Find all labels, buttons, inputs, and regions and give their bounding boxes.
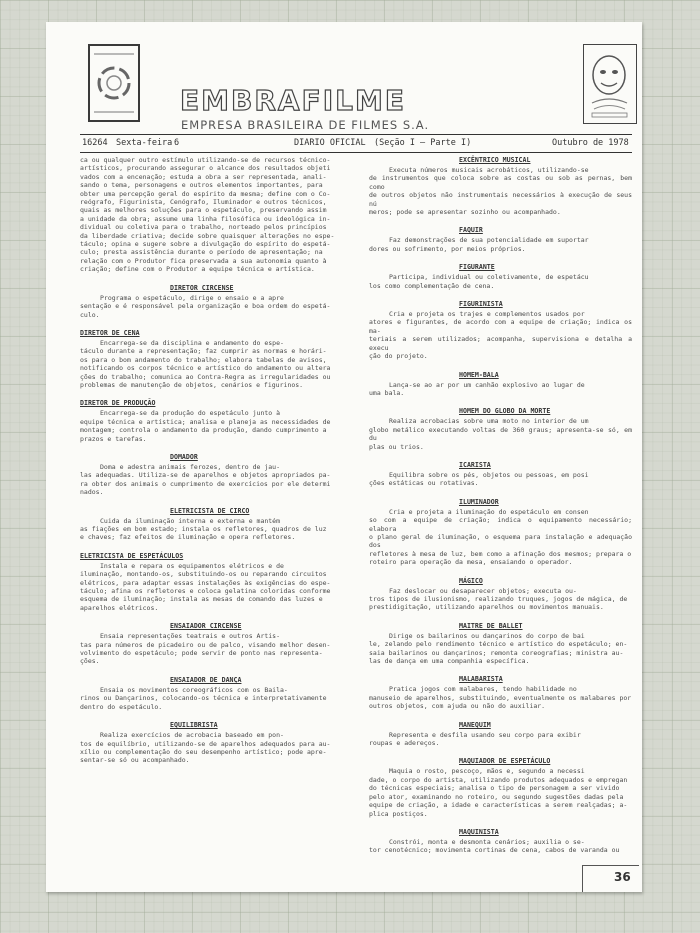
film-reel-icon [90, 46, 138, 120]
section-malabarista [369, 675, 632, 710]
section-iluminador [369, 498, 632, 567]
issue-number: 16264 [82, 138, 108, 148]
page-number: 36 [614, 870, 631, 884]
section-text: Constrói, monta e desmonta cenários; auxilia o se- tor cenotécnico; movimenta cortinas de cena, cabos de varanda ou [369, 837, 620, 855]
section-title: MALABARISTA [459, 675, 503, 684]
section-eletricista-de-espetaculos [80, 552, 343, 612]
section-magico [369, 577, 632, 612]
section-text: Ensaia representações teatrais e outros Artis- tas para números de picadeiro ou de palco, visando melhor desen- volvimento do espetáculo; pode servir de ponto nas representa- ções. [80, 632, 331, 666]
section-text: Faz demonstrações de sua potencialidade em suportar dores ou sofrimento, por meios próprios. [369, 236, 589, 253]
weekday: Sexta-feira [116, 138, 173, 148]
section-figurante [369, 263, 632, 290]
section-homem-do-globo-da-morte [369, 407, 632, 451]
section-title: FIGURINISTA [459, 300, 503, 309]
section-text: Participa, individual ou coletivamente, de espetácu los como complementação de cena. [369, 273, 589, 290]
section-ensaiador-circense [80, 622, 343, 666]
section-maquinista [369, 828, 632, 855]
section-domador [80, 453, 343, 497]
section-equilibrista [80, 721, 343, 765]
section-title: EXCÊNTRICO MUSICAL [459, 156, 531, 164]
section-title: MAITRE DE BALLET [459, 621, 523, 630]
section-title: ILUMINADOR [459, 497, 499, 506]
embrafilme-logo [88, 44, 140, 122]
section-text: Cria e projeta a iluminação do espetáculo em consen so com a equipe de criação; indica o equipamento necessário; elabora o plano geral de iluminação, o esquema para instalação e adequação dos refletores à mesa de luz, bem como a afinação dos mesmos; prepara o roteiro para operação da mesa, ensaiando o operador. [369, 507, 632, 567]
masthead-rule [80, 152, 632, 153]
section-title: DIRETOR CIRCENSE [170, 283, 234, 292]
theatre-mask-icon [584, 45, 635, 122]
section-text: Cria e projeta os trajes e complementos usados por atores e figurantes, de acordo com a equipe de criação; indica os ma- teriais a serem utilizados; acompanha, supervisiona e detalha a execu ção do projeto. [369, 310, 632, 361]
section-title: MAQUINISTA [459, 827, 499, 836]
section-title: ELETRICISTA DE ESPETÁCULOS [80, 551, 184, 560]
section-title: DOMADOR [170, 452, 198, 461]
section-text: Realiza exercícios de acrobacia baseado em pon- tos de equilíbrio, utilizando-se de aparelhos adequados para au- xílio ou complementação do seu desempenho artístico; pode apre- sentar-se só ou acompanhado. [80, 731, 331, 765]
section-homem-bala [369, 371, 632, 398]
section-title: ICARISTA [459, 460, 491, 469]
section-title: FAQUIR [459, 226, 483, 235]
section-text: Encarrega-se da produção do espetáculo junto à equipe técnica e artística; analisa e planeja as necessidades de montagem; controla o andamento da produção, dando cumprimento a prazos e tarefas. [80, 409, 331, 443]
section-text: Realiza acrobacias sobre uma moto no interior de um globo metálico executando voltas de 360 graus; apresenta-se só, em du plas ou trios. [369, 417, 632, 451]
section-icarista [369, 461, 632, 488]
right-column [369, 156, 632, 855]
section-text: Lança-se ao ar por um canhão explosivo ao lugar de uma bala. [369, 380, 585, 397]
section-ensaiador-de-danca [80, 676, 343, 711]
section-maquiador-de-espetaculo [369, 757, 632, 817]
section-text: Pratica jogos com malabares, tendo habilidade no manuseio de aparelhos, substituindo, eventualmente os malabares por outros objetos, com ajuda ou não do auxiliar. [369, 685, 632, 711]
section-diretor-de-producao [80, 399, 343, 443]
section-text: Ensaia os movimentos coreográficos com os Baila- rinos ou Dançarinos, colocando-os técnica e interpretativamente dentro do espetáculo. [80, 685, 327, 711]
section-faquir [369, 226, 632, 253]
section-title: MAQUIADOR DE ESPETÁCULO [459, 757, 551, 766]
journal-section: (Seção I — Parte I) [374, 138, 472, 148]
document-page [46, 22, 642, 892]
day: 6 [174, 138, 180, 148]
section-title: HOMEM DO GLOBO DA MORTE [459, 407, 551, 416]
section-title: FIGURANTE [459, 263, 495, 272]
section-title: MANEQUIM [459, 720, 491, 729]
intro-paragraph: ca ou qualquer outro estímulo utilizando-se de recursos técnico- artísticos, procurando assegurar o alcance dos resultados objeti vados com a encenação; estuda a obra a ser representada, anali- sando o tema, personagens e outros elementos importantes, para obter uma percepção geral do espírito da mesma; define com o Co- reógrafo, Figurinista, Cenógrafo, Iluminador e outros técnicos, quais as melhores soluções para o espetáculo, preservando assim a unidade da obra; assume uma linha filosófica ou ideológica in- dividual ou coletiva para o trabalho, norteado pelos princípios da liberdade criativa; decide sobre quaisquer alterações no espe- táculo; opina e sugere sobre a divulgação do espírito do espetá- culo; presta assistência durante o período de apresentação; na relação com o Produtor fica preservada a sua autonomia quanto à criação; define com o Produtor a equipe técnica e artística. [80, 156, 335, 274]
left-column [80, 156, 343, 765]
brand-subtitle: EMPRESA BRASILEIRA DE FILMES S.A. [181, 118, 430, 132]
section-title: ENSAIADOR DE DANÇA [170, 675, 242, 684]
section-title: ENSAIADOR CIRCENSE [170, 622, 242, 631]
section-title: DIRETOR DE PRODUÇÃO [80, 399, 156, 408]
section-diretor-de-cena [80, 329, 343, 389]
section-text: Representa e desfila usando seu corpo para exibir roupas e adereços. [369, 730, 581, 748]
section-text: Doma e adestra animais ferozes, dentro de jau- las adequadas. Utiliza-se de aparelhos e objetos apropriados pa- ra obter dos animais o cumprimento de exercícios por ele determi nados. [80, 462, 331, 497]
brand-name: EMBRAFILME [180, 84, 406, 117]
section-title: DIRETOR DE CENA [80, 328, 140, 337]
journal-name: DIARIO OFICIAL [294, 138, 366, 148]
section-text: Faz deslocar ou desaparecer objetos; executa ou- tros tipos de ilusionismo, realizando truques, jogos de mágica, de prestidigitação, utilizando aparelhos ou movimentos manuais. [369, 586, 628, 612]
section-excentrico-musical [369, 156, 632, 216]
section-manequim [369, 721, 632, 748]
seal-emblem [583, 44, 637, 124]
section-text: Cuida da iluminação interna e externa e mantém as fiações em bom estado; instala os refletores, quadros de luz e chaves; faz efeitos de iluminação e opera refletores. [80, 516, 327, 542]
section-title: HOMEM-BALA [459, 370, 499, 379]
masthead [82, 138, 630, 152]
section-eletricista-de-circo [80, 507, 343, 542]
section-figurinista [369, 300, 632, 360]
section-title: ELETRICISTA DE CIRCO [170, 506, 250, 515]
section-title: EQUILIBRISTA [170, 721, 218, 730]
issue-date: Outubro de 1978 [552, 138, 629, 148]
section-title: MÁGICO [459, 576, 483, 585]
section-text: Instala e repara os equipamentos elétricos e de iluminação, montando-os, substituindo-os ou reparando circuitos elétricos, para adaptar essas instalações às exigências do espe- táculo; afina os refletores e coloca gelatina coloridas conforme esquema de iluminação; instala as mesas de comando das luzes e aparelhos elétricos. [80, 561, 331, 612]
section-diretor-circense [80, 284, 343, 319]
section-text: Encarrega-se da disciplina e andamento do espe- táculo durante a representação; faz cumprir as normas e horári- os para o bom andamento do trabalho; elabora tabelas de avisos, notificando os corpos técnico e artístico do andamento ou altera ções do trabalho; comunica ao Contra-Regra as irregularidades ou problemas de manutenção de objetos, cenários e figurinos. [80, 338, 331, 389]
section-text: Executa números musicais acrobáticos, utilizando-se de instrumentos que coloca sobre as costas ou sob as pernas, bem como de outros objetos não instrumentais necessários à execução de seus nú meros; pode se apresentar sozinho ou acompanhado. [369, 166, 632, 217]
section-text: Dirige os bailarinos ou dançarinos do corpo de bai le, zelando pelo rendimento técnico e artístico do espetáculo; en- saia bailarinos ou dançarinos; remonta coreografias; ministra au- las de dança em uma companhia específica. [369, 631, 628, 666]
section-maitre-de-ballet [369, 622, 632, 666]
header-rule [80, 134, 632, 135]
section-text: Equilibra sobre os pés, objetos ou pessoas, em posi ções estáticas ou rotativas. [369, 470, 589, 488]
section-text: Programa o espetáculo, dirige o ensaio e a apre sentação e é responsável pela organização e boa ordem do espetá- culo. [80, 293, 331, 319]
section-text: Maquia o rosto, pescoço, mãos e, segundo a necessi dade, o corpo do artista, utilizando produtos adequados e empregan do técnicas especiais; analisa o tipo de personagem a ser vivido pelo ator, examinando no roteiro, ou segundo sugestões dadas pela equipe de criação, a idade e características a serem realçadas; a- plica postiços. [369, 767, 628, 818]
